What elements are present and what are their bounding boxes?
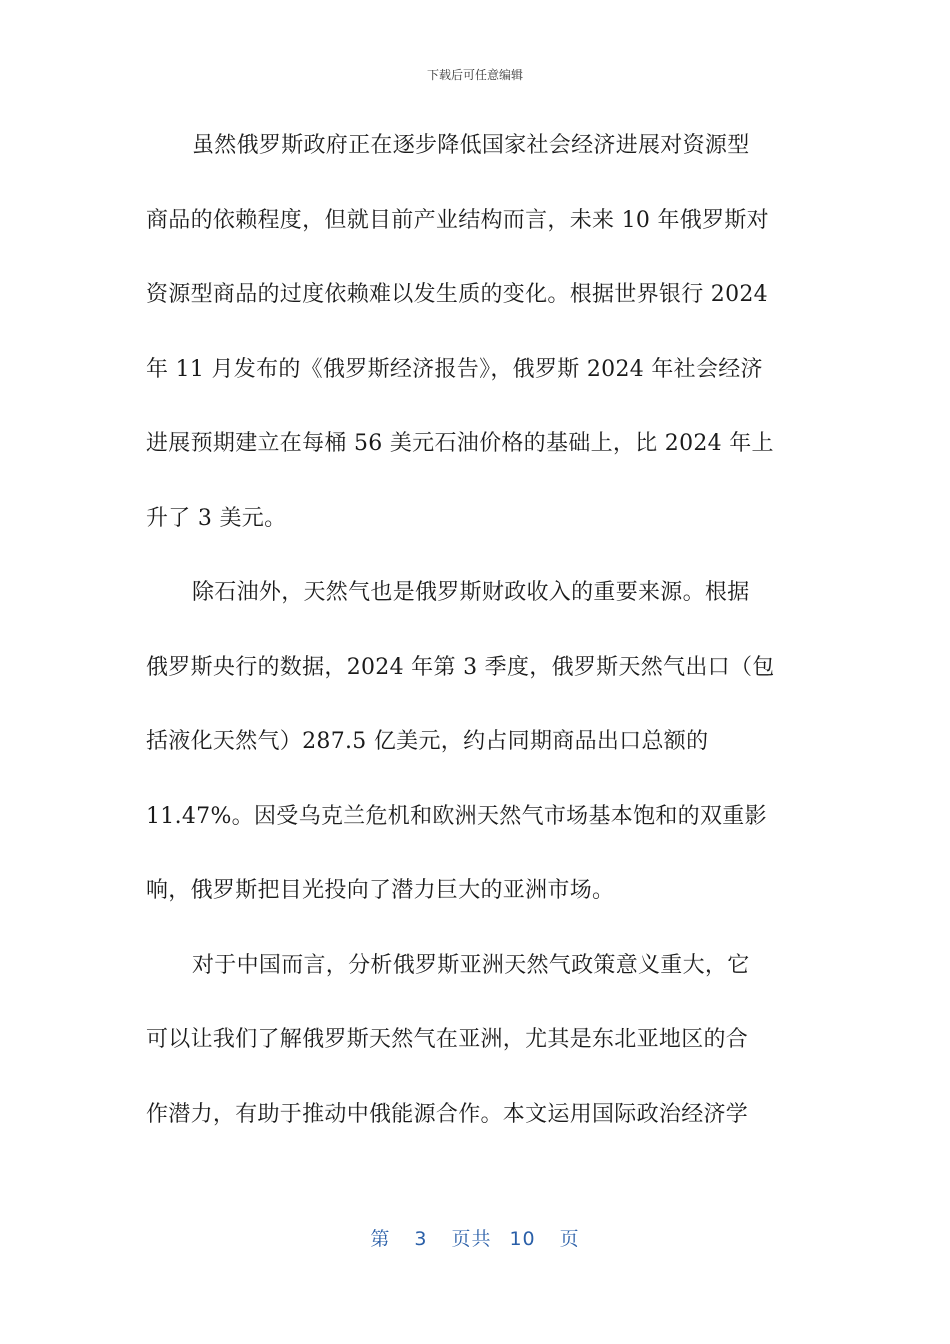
paragraph-1 bbox=[146, 126, 806, 573]
paragraph-line: 可以让我们了解俄罗斯天然气在亚洲，尤其是东北亚地区的合 bbox=[146, 1027, 749, 1052]
paragraph-line: 11.47%。因受乌克兰危机和欧洲天然气市场基本饱和的双重影 bbox=[146, 803, 767, 829]
footer-suffix: 页 bbox=[559, 1228, 580, 1250]
footer-total-pages: 10 bbox=[509, 1228, 536, 1250]
paragraph-2 bbox=[146, 573, 806, 946]
page-footer bbox=[0, 1224, 950, 1251]
paragraph-line: 括液化天然气）287.5 亿美元，约占同期商品出口总额的 bbox=[146, 729, 709, 754]
paragraph-line: 商品的依赖程度，但就目前产业结构而言，未来 10 年俄罗斯对 bbox=[146, 207, 769, 233]
paragraph-3 bbox=[146, 946, 806, 1170]
footer-prefix: 第 bbox=[370, 1228, 391, 1250]
paragraph-line: 资源型商品的过度依赖难以发生质的变化。根据世界银行 2024 bbox=[146, 282, 768, 307]
paragraph-line: 升了 3 美元。 bbox=[146, 505, 287, 531]
paragraph-line: 响，俄罗斯把目光投向了潜力巨大的亚洲市场。 bbox=[146, 878, 615, 903]
paragraph-line: 虽然俄罗斯政府正在逐步降低国家社会经济进展对资源型 bbox=[192, 133, 750, 158]
footer-current-page: 3 bbox=[414, 1228, 428, 1250]
paragraph-line: 除石油外，天然气也是俄罗斯财政收入的重要来源。根据 bbox=[192, 580, 750, 605]
header-note: 下载后可任意编辑 bbox=[426, 68, 523, 82]
paragraph-line: 对于中国而言，分析俄罗斯亚洲天然气政策意义重大，它 bbox=[192, 952, 750, 978]
document-body bbox=[146, 126, 806, 1169]
footer-middle: 页共 bbox=[451, 1228, 492, 1250]
paragraph-line: 俄罗斯央行的数据，2024 年第 3 季度，俄罗斯天然气出口（包 bbox=[146, 654, 775, 680]
paragraph-line: 作潜力，有助于推动中俄能源合作。本文运用国际政治经济学 bbox=[146, 1101, 749, 1127]
paragraph-line: 年 11 月发布的《俄罗斯经济报告》，俄罗斯 2024 年社会经济 bbox=[146, 356, 763, 382]
paragraph-line: 进展预期建立在每桶 56 美元石油价格的基础上，比 2024 年上 bbox=[146, 431, 774, 456]
